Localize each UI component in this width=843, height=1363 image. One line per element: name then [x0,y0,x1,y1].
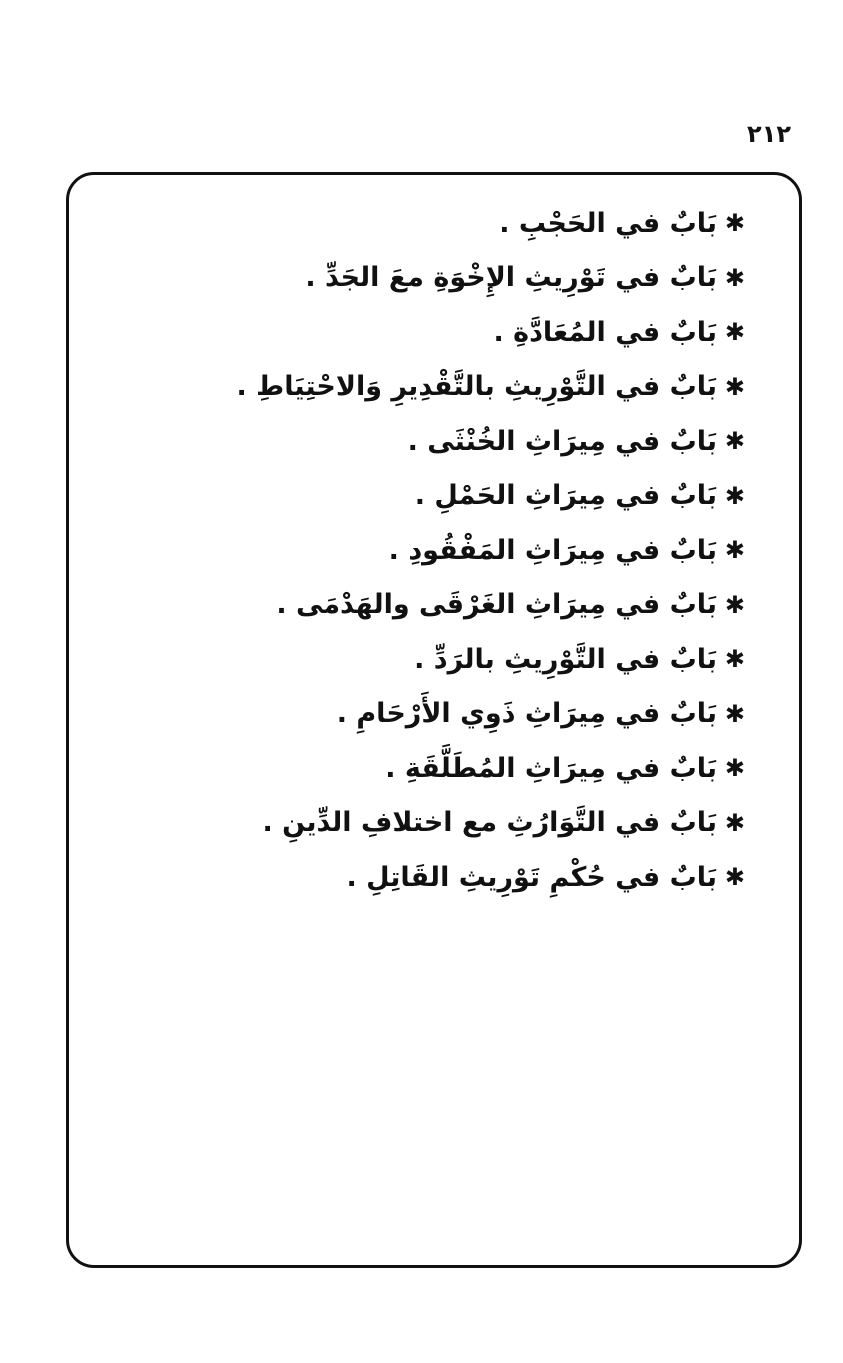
asterisk-bullet-icon: ✱ [724,427,745,456]
list-item-text: بَابٌ في مِيرَاثِ الحَمْلِ . [414,480,717,512]
asterisk-bullet-icon: ✱ [724,372,745,401]
list-item-text: بَابٌ في مِيرَاثِ الغَرْقَى والهَدْمَى . [276,589,717,621]
list-item [97,578,745,633]
list-item [97,796,745,851]
asterisk-bullet-icon: ✱ [724,536,745,565]
page-number: ٢١٢ [747,120,791,148]
asterisk-bullet-icon: ✱ [724,808,745,837]
list-item [97,305,745,360]
chapter-list [97,196,745,905]
list-item [97,850,745,905]
list-item-text: بَابٌ في الحَجْبِ . [499,207,717,239]
list-item-text: بَابٌ في التَّوَارُثِ مع اختلافِ الدِّينِ . [262,807,717,839]
list-item [97,469,745,524]
asterisk-bullet-icon: ✱ [724,754,745,783]
list-item [97,632,745,687]
list-item [97,741,745,796]
list-item [97,687,745,742]
asterisk-bullet-icon: ✱ [724,645,745,674]
list-item-text: بَابٌ في مِيرَاثِ الخُنْثَى . [407,425,717,457]
list-item [97,523,745,578]
list-item [97,196,745,251]
asterisk-bullet-icon: ✱ [724,209,745,238]
list-item-text: بَابٌ في تَوْرِيثِ الإِخْوَةِ معَ الجَدِّ . [305,262,717,294]
list-item [97,360,745,415]
asterisk-bullet-icon: ✱ [724,263,745,292]
list-item-text: بَابٌ في التَّوْرِيثِ بالرَدِّ . [414,643,717,675]
list-item-text: بَابٌ في حُكْمِ تَوْرِيثِ القَاتِلِ . [346,861,717,893]
asterisk-bullet-icon: ✱ [724,481,745,510]
list-item-text: بَابٌ في مِيرَاثِ المُطَلَّقَةِ . [385,752,717,784]
asterisk-bullet-icon: ✱ [724,699,745,728]
list-item [97,414,745,469]
asterisk-bullet-icon: ✱ [724,318,745,347]
list-item [97,251,745,306]
list-item-text: بَابٌ في مِيرَاثِ ذَوِي الأَرْحَامِ . [336,698,717,730]
list-item-text: بَابٌ في التَّوْرِيثِ بالتَّقْدِيرِ وَالاحْتِيَاطِ . [236,371,717,403]
asterisk-bullet-icon: ✱ [724,590,745,619]
list-item-text: بَابٌ في المُعَادَّةِ . [493,316,717,348]
list-item-text: بَابٌ في مِيرَاثِ المَفْقُودِ . [388,534,717,566]
asterisk-bullet-icon: ✱ [724,863,745,892]
